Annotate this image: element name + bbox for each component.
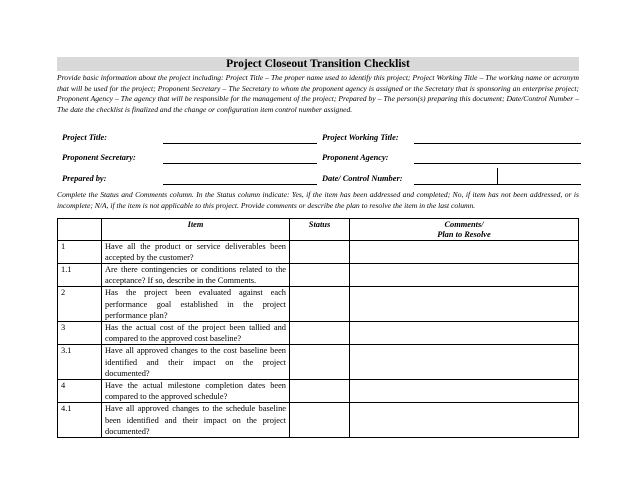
row-status-cell[interactable] [290,240,350,263]
header-comments [350,218,579,240]
header-comments-line1: Comments/ [444,219,484,229]
proponent-agency-label: Proponent Agency: [322,153,389,163]
table-row [58,345,579,380]
project-title-label: Project Title: [62,133,108,143]
project-working-title-label: Project Working Title: [322,133,399,143]
row-number: 3 [58,321,102,344]
row-status-cell[interactable] [290,403,350,438]
row-item: Have the actual milestone completion dates been compared to the approved schedule? [102,380,290,403]
row-status-cell[interactable] [290,321,350,344]
table-row [58,240,579,263]
row-comments-cell[interactable] [350,263,579,286]
row-number: 4 [58,380,102,403]
proponent-secretary-label: Proponent Secretary: [62,153,136,163]
table-row [58,403,579,438]
row-status-cell[interactable] [290,263,350,286]
row-status-cell[interactable] [290,287,350,322]
prepared-by-label: Prepared by: [62,174,107,184]
project-working-title-field[interactable] [414,133,581,144]
proponent-agency-field[interactable] [414,153,581,164]
table-row [58,287,579,322]
row-number: 2 [58,287,102,322]
document-title: Project Closeout Transition Checklist [57,57,579,71]
row-comments-cell[interactable] [350,240,579,263]
row-item: Have all approved changes to the schedule baseline been identified and their impact on the project documented? [102,403,290,438]
project-title-field[interactable] [163,133,317,144]
intro-paragraph: Provide basic information about the project including: Project Title – The proper name used to identify this project; Project Working Title – The working name or acronym that will be used for the project; Proponent Secretary – The Secretary to whom the proponent agency is assigned or the Secretary that is sponsoring an enterprise project; Proponent Agency – The agency that will be responsible for the management of the project; Prepared by – The person(s) preparing this document; Date/Control Number – The date the checklist is finalized and the change or configuration item control number assigned. [57,73,579,114]
row-number: 4.1 [58,403,102,438]
instructions-paragraph: Complete the Status and Comments column. In the Status column indicate: Yes, if the item has been addressed and completed; No, if item has not been addressed, or is incomplete; N/A, if the item is not applicable to this project. Provide comments or describe the plan to resolve the item in the last column. [57,190,579,210]
table-row [58,380,579,403]
row-number: 1.1 [58,263,102,286]
proponent-secretary-field[interactable] [163,153,317,164]
row-status-cell[interactable] [290,380,350,403]
row-status-cell[interactable] [290,345,350,380]
project-info-fields [57,129,579,187]
table-header-row [58,218,579,240]
header-comments-line2: Plan to Resolve [437,229,491,239]
date-control-divider [497,168,498,185]
row-comments-cell[interactable] [350,380,579,403]
row-item: Have all approved changes to the cost baseline been identified and their impact on the project documented? [102,345,290,380]
checklist-page [57,57,579,438]
row-item: Have all the product or service deliverables been accepted by the customer? [102,240,290,263]
row-item: Are there contingencies or conditions related to the acceptance? If so, describe in the Comments. [102,263,290,286]
header-status: Status [290,218,350,240]
row-item: Has the project been evaluated against each performance goal established in the project performance plan? [102,287,290,322]
date-control-number-label: Date/ Control Number: [322,174,403,184]
row-item: Has the actual cost of the project been tallied and compared to the approved cost baseline? [102,321,290,344]
table-row [58,321,579,344]
table-row [58,263,579,286]
checklist-table [57,218,579,438]
row-number: 1 [58,240,102,263]
row-comments-cell[interactable] [350,403,579,438]
row-number: 3.1 [58,345,102,380]
header-number [58,218,102,240]
header-item: Item [102,218,290,240]
row-comments-cell[interactable] [350,345,579,380]
row-comments-cell[interactable] [350,321,579,344]
prepared-by-field[interactable] [163,174,317,185]
row-comments-cell[interactable] [350,287,579,322]
